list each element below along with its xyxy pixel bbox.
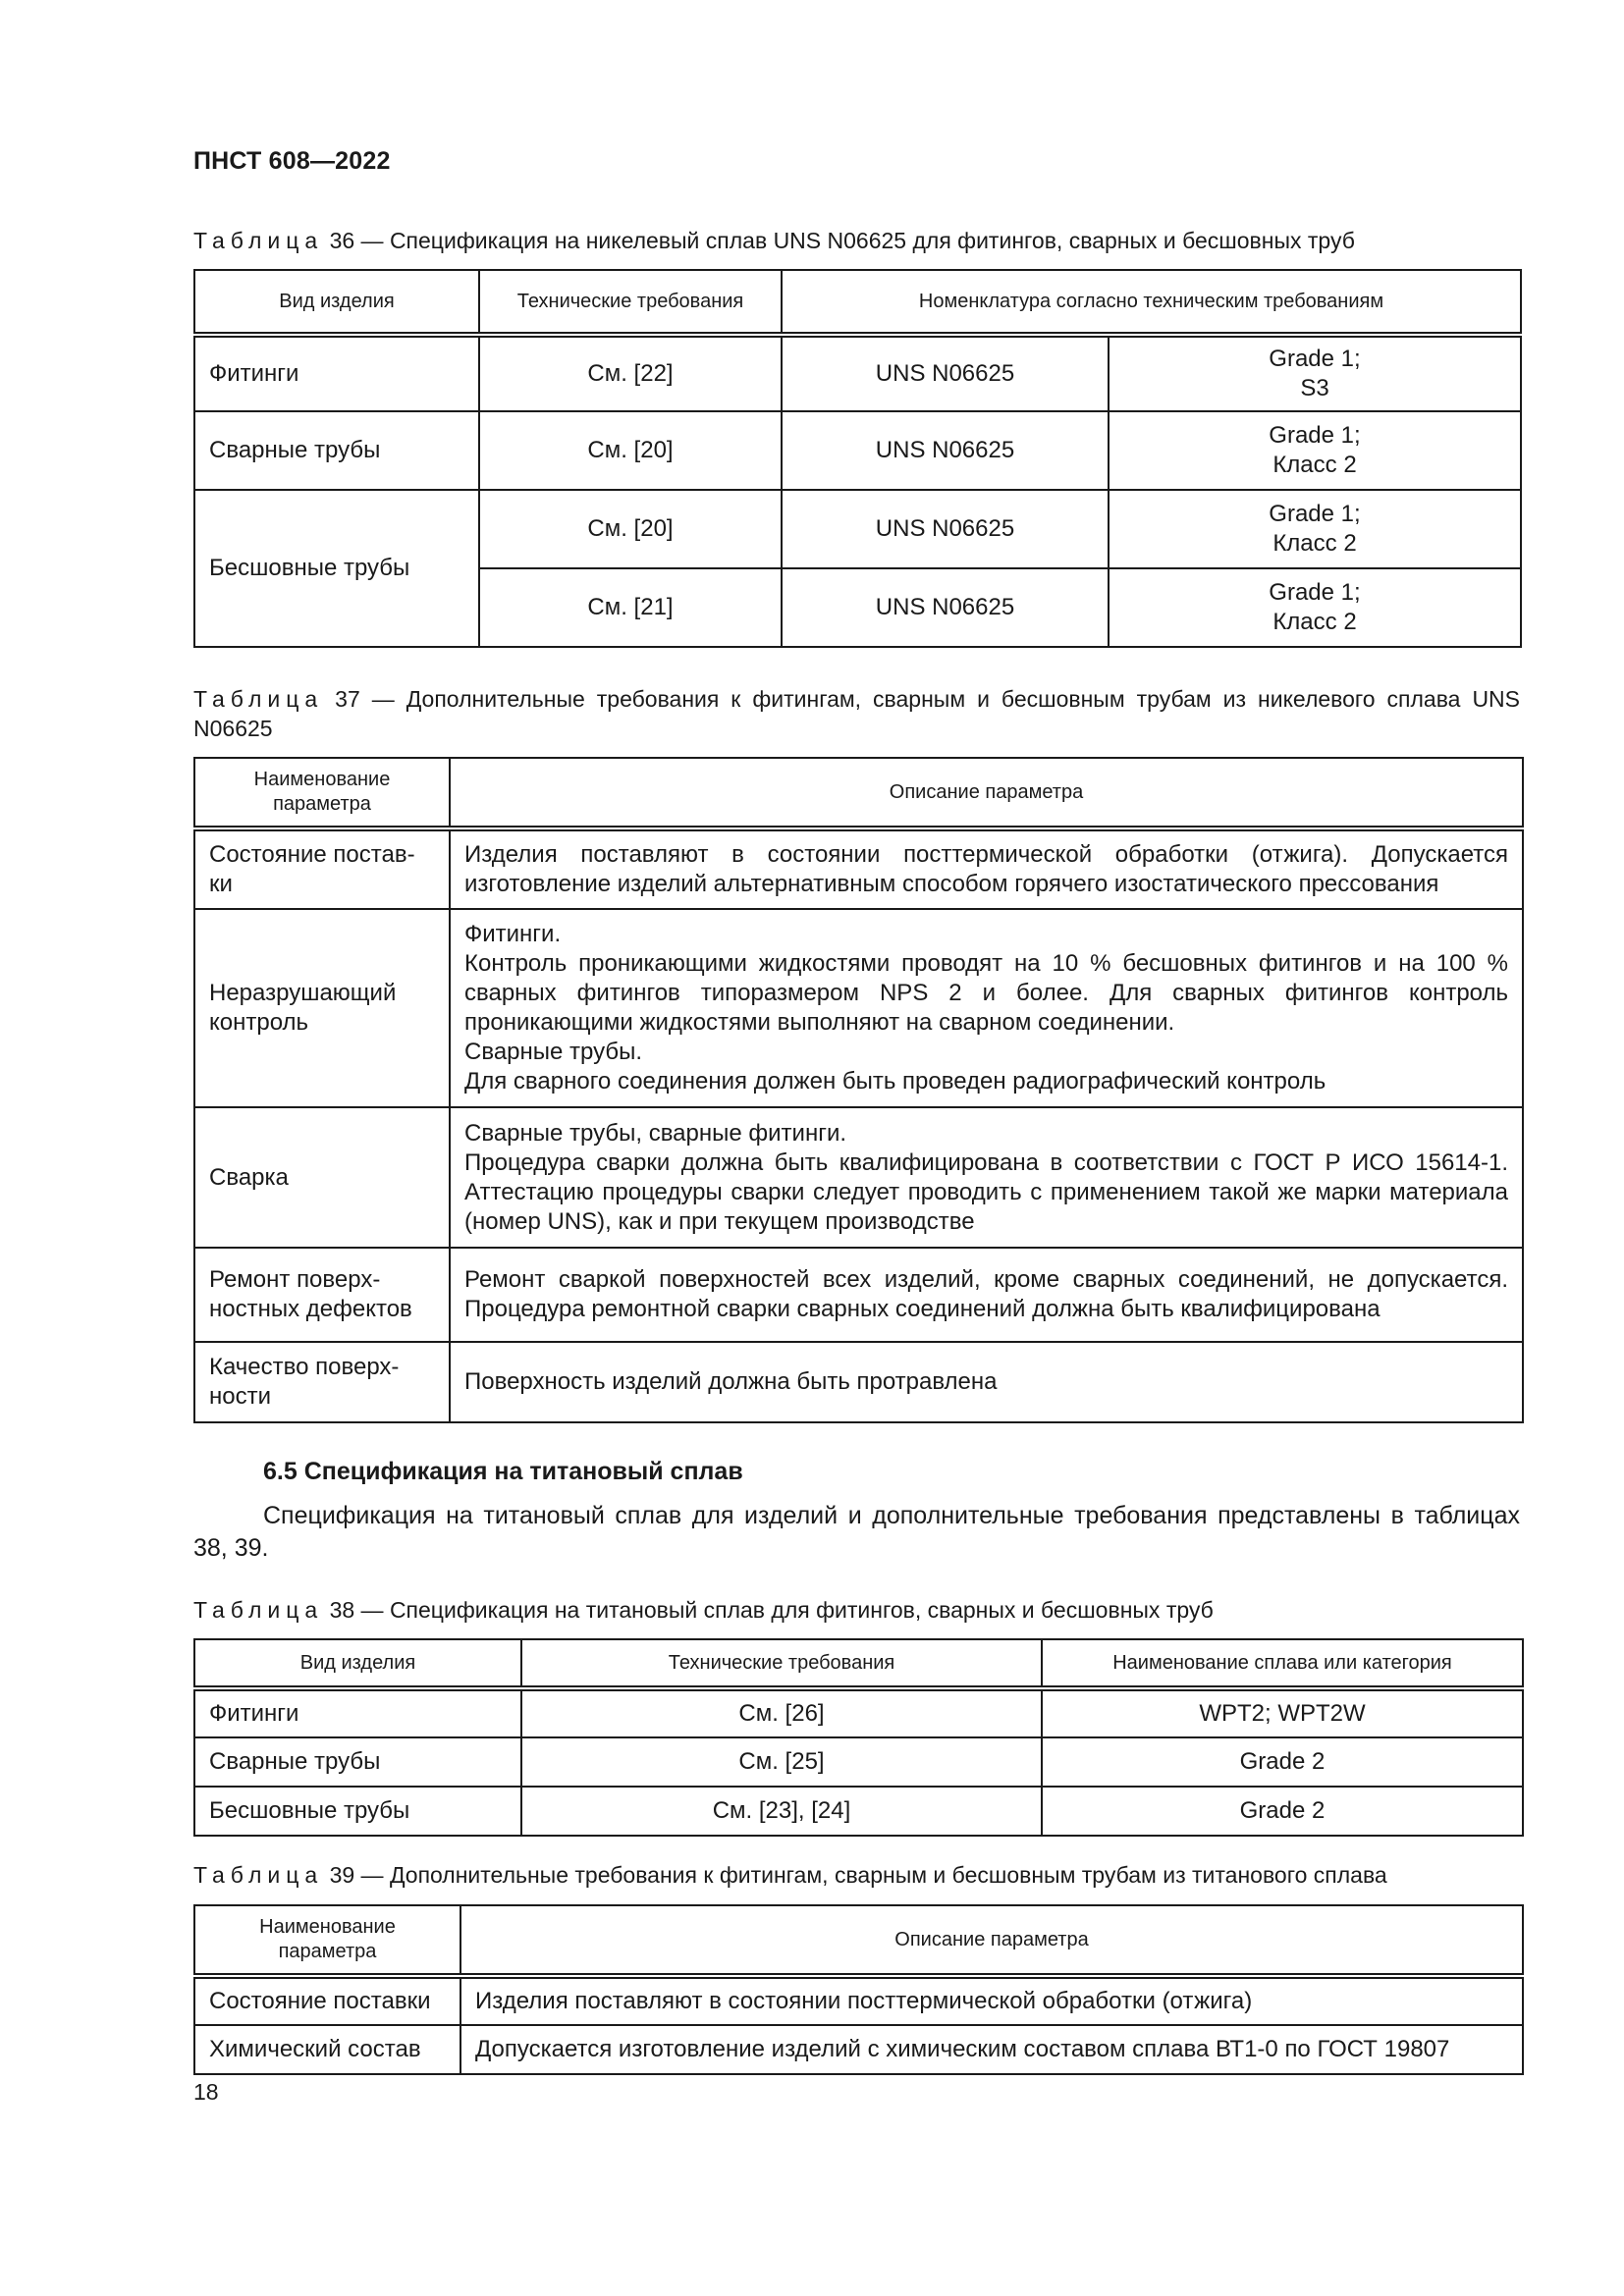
param-cell: Химический состав [194, 2025, 460, 2074]
table-37-caption-text: 37 — Дополнительные требования к фитингам, сварным и бесшовным трубам из никелевого сплава UNS N06625 [193, 686, 1521, 741]
description-line: Изделия поставляют в состоянии посттермической обработки (отжига). Допускается изготовление изделий альтернативным способом горячего изостатического прессования [464, 841, 1508, 897]
requirements-cell: См. [23], [24] [521, 1787, 1042, 1836]
requirements-cell: См. [22] [479, 335, 782, 411]
header-cell: Описание параметра [460, 1905, 1523, 1976]
header-cell: Наименование параметра [194, 758, 450, 828]
table-39-caption [193, 1860, 1520, 1890]
page-number: 18 [193, 2079, 219, 2105]
description-line: Ремонт сваркой поверхностей всех изделий, кроме сварных соединений, не допускается. Процедура ремонтной сварки сварных соединений должна быть квалифицирована [464, 1266, 1508, 1322]
description-cell: Изделия поставляют в состоянии посттермической обработки (отжига) [460, 1976, 1523, 2025]
product-cell: Бесшовные трубы [194, 490, 479, 647]
table-word: Таблица [193, 228, 324, 253]
table-row [194, 1342, 1523, 1422]
table-row [194, 1787, 1523, 1836]
table-header-row [194, 758, 1523, 828]
description-cell [450, 828, 1523, 909]
requirements-cell: См. [26] [521, 1688, 1042, 1737]
alloy-cell: Grade 2 [1042, 1737, 1523, 1787]
requirements-cell: См. [21] [479, 568, 782, 647]
param-cell: Неразрушающий контроль [194, 909, 450, 1107]
product-cell: Сварные трубы [194, 411, 479, 490]
description-line: Поверхность изделий должна быть протравлена [464, 1368, 998, 1395]
table-row [194, 1688, 1523, 1737]
description-cell [450, 909, 1523, 1107]
table-word: Таблица [193, 1862, 324, 1888]
header-cell: Технические требования [521, 1639, 1042, 1688]
product-cell: Сварные трубы [194, 1737, 521, 1787]
header-cell: Вид изделия [194, 270, 479, 335]
description-line: Контроль проникающими жидкостями проводят на 10 % бесшовных фитингов и на 100 % сварных фитингов типоразмером NPS 2 и более. Для сварных фитингов контроль проникающими жидкостями выполняют на сварном соединении. [464, 950, 1508, 1036]
requirements-cell: См. [25] [521, 1737, 1042, 1787]
header-cell: Наименование параметра [194, 1905, 460, 1976]
grade-line: Класс 2 [1272, 530, 1357, 557]
table-38-caption-text: 38 — Спецификация на титановый сплав для фитингов, сварных и бесшовных труб [329, 1597, 1214, 1623]
description-cell [450, 1342, 1523, 1422]
table-36-caption [193, 226, 1520, 255]
table-header-row [194, 1639, 1523, 1688]
table-row [194, 335, 1521, 411]
uns-cell: UNS N06625 [782, 568, 1109, 647]
table-header-row [194, 1905, 1523, 1976]
grade-cell [1109, 568, 1521, 647]
table-row [194, 828, 1523, 909]
grade-line: Grade 1; [1269, 422, 1361, 449]
grade-line: S3 [1300, 375, 1329, 401]
table-row [194, 1737, 1523, 1787]
description-line: Процедура сварки должна быть квалифицирована в соответствии с ГОСТ Р ИСО 15614-1. Аттестацию процедуры сварки следует проводить с применением такой же марки материала (номер UNS), как и при текущем производстве [464, 1148, 1508, 1235]
table-row [194, 1976, 1523, 2025]
description-line: Сварные трубы. [464, 1039, 643, 1065]
requirements-cell: См. [20] [479, 411, 782, 490]
param-cell: Сварка [194, 1107, 450, 1248]
table-37 [193, 757, 1524, 1423]
header-cell: Описание параметра [450, 758, 1523, 828]
table-header-row [194, 270, 1521, 335]
uns-cell: UNS N06625 [782, 411, 1109, 490]
alloy-cell: Grade 2 [1042, 1787, 1523, 1836]
header-cell: Номенклатура согласно техническим требованиям [782, 270, 1521, 335]
grade-cell [1109, 411, 1521, 490]
description-cell [450, 1248, 1523, 1342]
grade-cell [1109, 490, 1521, 568]
section-paragraph: Спецификация на титановый сплав для изделий и дополнительные требования представлены в таблицах 38, 39. [193, 1502, 1520, 1562]
grade-line: Grade 1; [1269, 579, 1361, 606]
header-cell: Вид изделия [194, 1639, 521, 1688]
table-word: Таблица [193, 1597, 324, 1623]
param-cell: Качество поверх-ности [194, 1342, 450, 1422]
description-cell: Допускается изготовление изделий с химическим составом сплава ВТ1-0 по ГОСТ 19807 [460, 2025, 1523, 2074]
table-row [194, 909, 1523, 1107]
requirements-cell: См. [20] [479, 490, 782, 568]
table-row [194, 2025, 1523, 2074]
table-38 [193, 1638, 1524, 1837]
param-cell: Состояние поставки [194, 1976, 460, 2025]
param-cell: Состояние постав-ки [194, 828, 450, 909]
table-36-caption-text: 36 — Спецификация на никелевый сплав UNS N06625 для фитингов, сварных и бесшовных труб [329, 228, 1355, 253]
table-36 [193, 269, 1522, 648]
description-line: Сварные трубы, сварные фитинги. [464, 1119, 847, 1147]
alloy-cell: WPT2; WPT2W [1042, 1688, 1523, 1737]
description-cell [450, 1107, 1523, 1248]
grade-line: Класс 2 [1272, 452, 1357, 478]
section-heading: 6.5 Спецификация на титановый сплав [263, 1458, 743, 1485]
document-code: ПНСТ 608—2022 [193, 147, 391, 175]
description-line: Фитинги. [464, 921, 562, 947]
table-38-caption [193, 1595, 1520, 1625]
grade-line: Grade 1; [1269, 501, 1361, 527]
table-39-caption-text: 39 — Дополнительные требования к фитингам, сварным и бесшовным трубам из титанового сплава [329, 1862, 1387, 1888]
uns-cell: UNS N06625 [782, 490, 1109, 568]
header-cell: Наименование сплава или категория [1042, 1639, 1523, 1688]
product-cell: Бесшовные трубы [194, 1787, 521, 1836]
table-row [194, 490, 1521, 568]
table-37-caption [193, 684, 1520, 743]
param-cell: Ремонт поверх-ностных дефектов [194, 1248, 450, 1342]
table-39 [193, 1904, 1524, 2075]
product-cell: Фитинги [194, 335, 479, 411]
table-row [194, 1248, 1523, 1342]
grade-cell [1109, 335, 1521, 411]
table-row [194, 1107, 1523, 1248]
uns-cell: UNS N06625 [782, 335, 1109, 411]
product-cell: Фитинги [194, 1688, 521, 1737]
grade-line: Класс 2 [1272, 609, 1357, 635]
table-row [194, 411, 1521, 490]
table-word: Таблица [193, 686, 324, 712]
description-line: Для сварного соединения должен быть проведен радиографический контроль [464, 1068, 1326, 1095]
grade-line: Grade 1; [1269, 346, 1361, 372]
header-cell: Технические требования [479, 270, 782, 335]
